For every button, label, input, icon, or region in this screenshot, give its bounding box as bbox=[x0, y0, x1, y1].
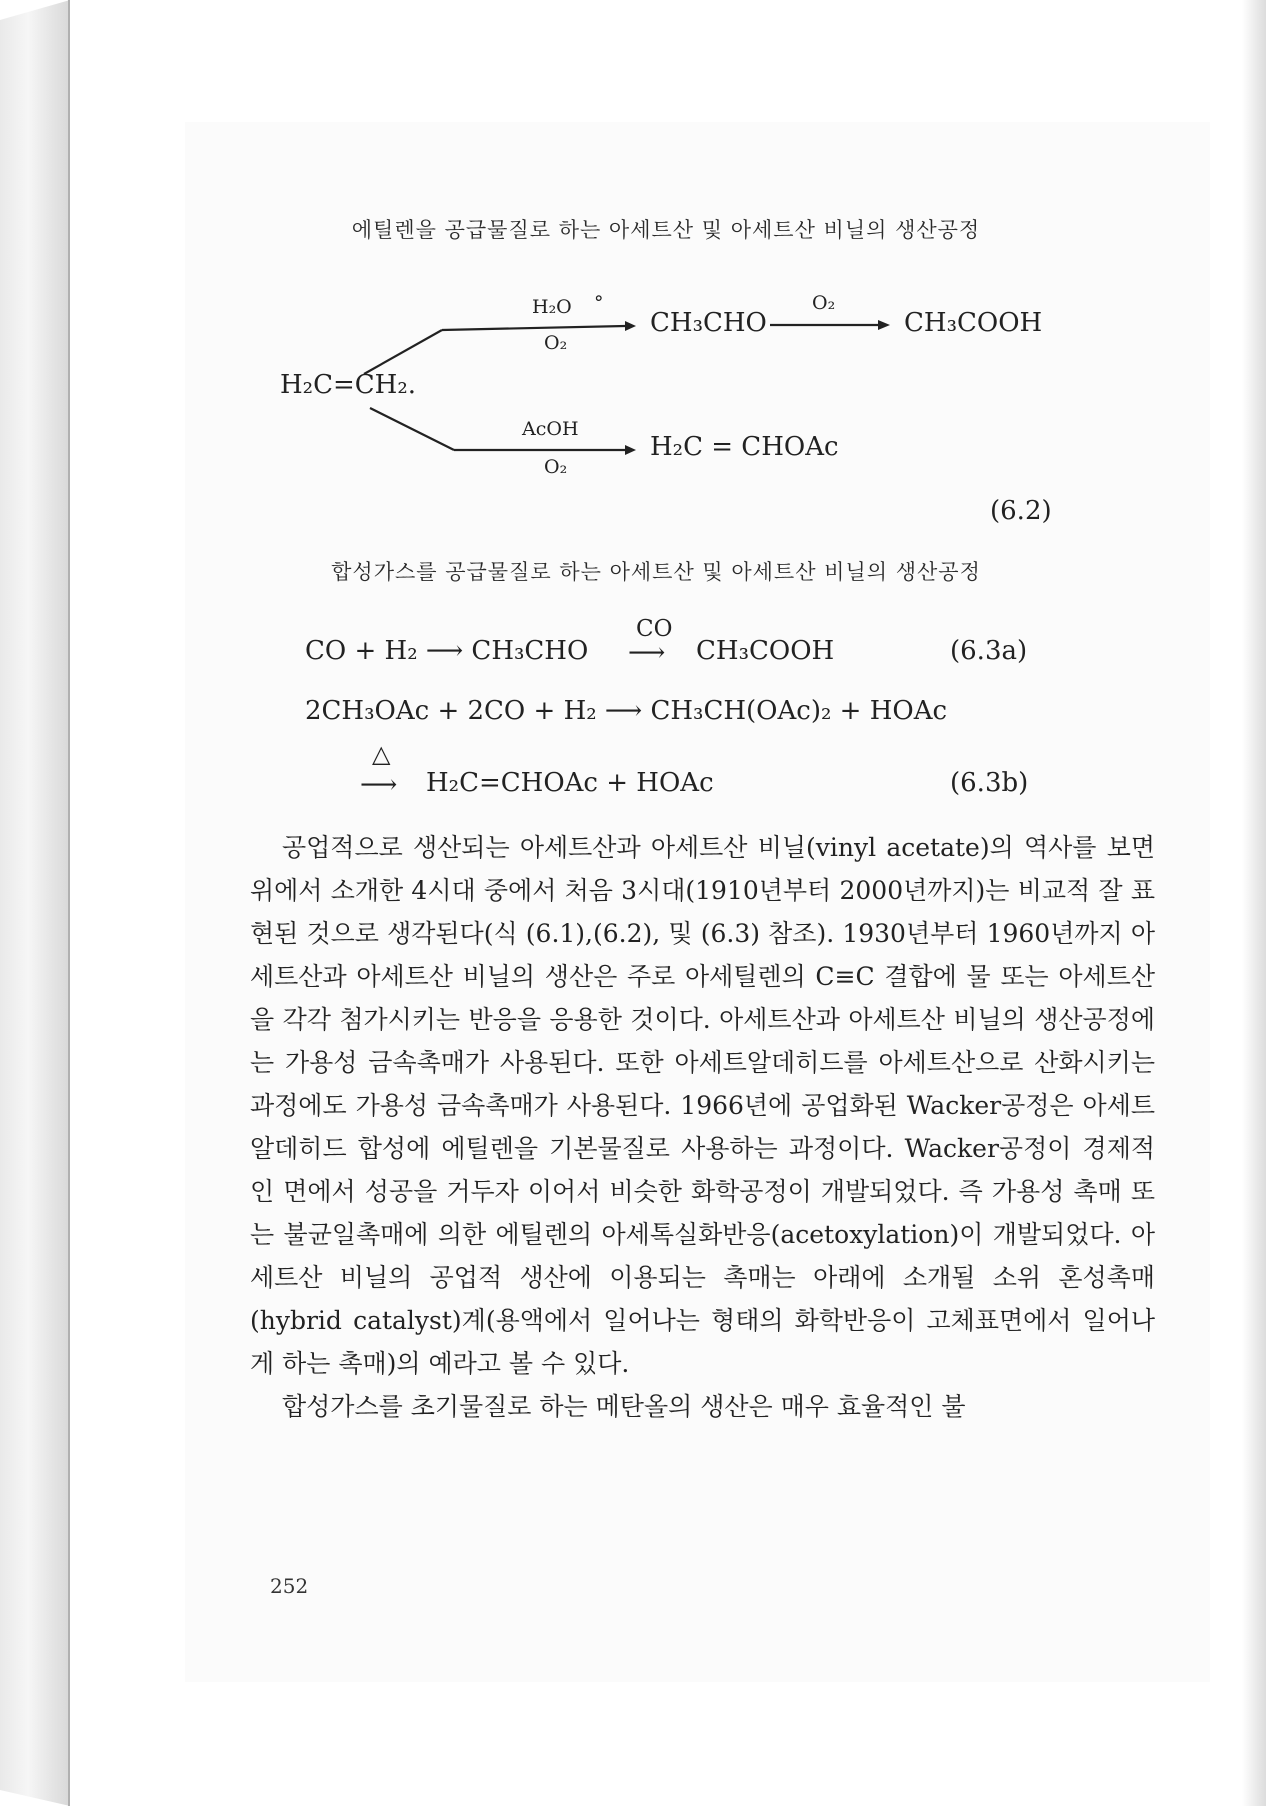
lower-arrow-head bbox=[625, 445, 636, 455]
body-text bbox=[250, 826, 1155, 1428]
upper-reagent-top: H₂O bbox=[532, 296, 572, 318]
lower-branch-line bbox=[370, 408, 454, 450]
second-arrow-head bbox=[878, 320, 890, 330]
equation-6-3a-arrow: ⟶ bbox=[628, 638, 666, 668]
book-page bbox=[70, 0, 1242, 1806]
page-number: 252 bbox=[270, 1574, 309, 1598]
product-acetic-acid: CH₃COOH bbox=[904, 308, 1043, 338]
upper-arrow-shaft bbox=[442, 326, 625, 330]
heat-symbol: △ bbox=[372, 740, 391, 768]
upper-arrow-head bbox=[625, 321, 636, 331]
paragraph-1: 공업적으로 생산되는 아세트산과 아세트산 비닐(vinyl acetate)의 역사를 보면 위에서 소개한 4시대 중에서 처음 3시대(1910년부터 2000년까지)는 비교적 잘 표현된 것으로 생각된다(식 (6.1),(6.2), 및 (6.3) 참조). 1930년부터 1960년까지 아세트산과 아세트산 비닐의 생산은 주로 아세틸렌의 C≡C 결합에 물 또는 아세트산을 각각 첨가시키는 반응을 응용한 것이다. 아세트산과 아세트산 비닐의 생산공정에는 가용성 금속촉매가 사용된다. 또한 아세트알데히드를 아세트산으로 산화시키는 과정에도 가용성 금속촉매가 사용된다. 1966년에 공업화된 Wacker공정은 아세트알데히드 합성에 에틸렌을 기본물질로 사용하는 과정이다. Wacker공정이 경제적인 면에서 성공을 거두자 이어서 비슷한 화학공정이 개발되었다. 즉 가용성 촉매 또는 불균일촉매에 의한 에틸렌의 아세톡실화반응(acetoxylation)이 개발되었다. 아세트산 비닐의 공업적 생산에 이용되는 촉매는 아래에 소개될 소위 혼성촉매(hybrid catalyst)계(용액에서 일어나는 형태의 화학반응이 고체표면에서 일어나게 하는 촉매)의 예라고 볼 수 있다. bbox=[250, 833, 1155, 1378]
product-acetaldehyde: CH₃CHO bbox=[650, 308, 767, 338]
equation-6-3b-arrow: ⟶ bbox=[360, 770, 398, 800]
reaction-scheme-lines bbox=[70, 0, 1242, 560]
upper-branch-line bbox=[364, 330, 442, 374]
reactant-ethylene: H₂C=CH₂. bbox=[280, 370, 417, 400]
lower-reagent-bottom: O₂ bbox=[544, 456, 568, 478]
heading-syngas-process: 합성가스를 공급물질로 하는 아세트산 및 아세트산 비닐의 생산공정 bbox=[331, 560, 981, 584]
equation-6-3a-rhs: CH₃COOH bbox=[696, 636, 835, 666]
equation-number-6-3b: (6.3b) bbox=[950, 768, 1029, 798]
equation-6-3a-over-arrow: CO bbox=[636, 616, 673, 642]
equation-number-6-2: (6.2) bbox=[990, 496, 1052, 526]
product-vinyl-acetate: H₂C = CHOAc bbox=[650, 432, 839, 462]
upper-reagent-bottom: O₂ bbox=[544, 332, 568, 354]
lower-reagent-top: AcOH bbox=[522, 418, 579, 440]
oxidation-reagent: O₂ bbox=[812, 292, 836, 314]
equation-6-3a-lhs: CO + H₂ ⟶ CH₃CHO bbox=[305, 636, 589, 666]
equation-6-3b-line1: 2CH₃OAc + 2CO + H₂ ⟶ CH₃CH(OAc)₂ + HOAc bbox=[305, 696, 948, 726]
page-shadow bbox=[1242, 0, 1266, 1806]
upper-reagent-mark: ° bbox=[594, 292, 604, 314]
heading-ethylene-process: 에틸렌을 공급물질로 하는 아세트산 및 아세트산 비닐의 생산공정 bbox=[351, 218, 981, 242]
equation-6-3b-line2: H₂C=CHOAc + HOAc bbox=[426, 768, 714, 798]
paragraph-2: 합성가스를 초기물질로 하는 메탄올의 생산은 매우 효율적인 불 bbox=[282, 1392, 966, 1421]
equation-number-6-3a: (6.3a) bbox=[950, 636, 1028, 666]
book-spine-edge bbox=[0, 0, 70, 1806]
